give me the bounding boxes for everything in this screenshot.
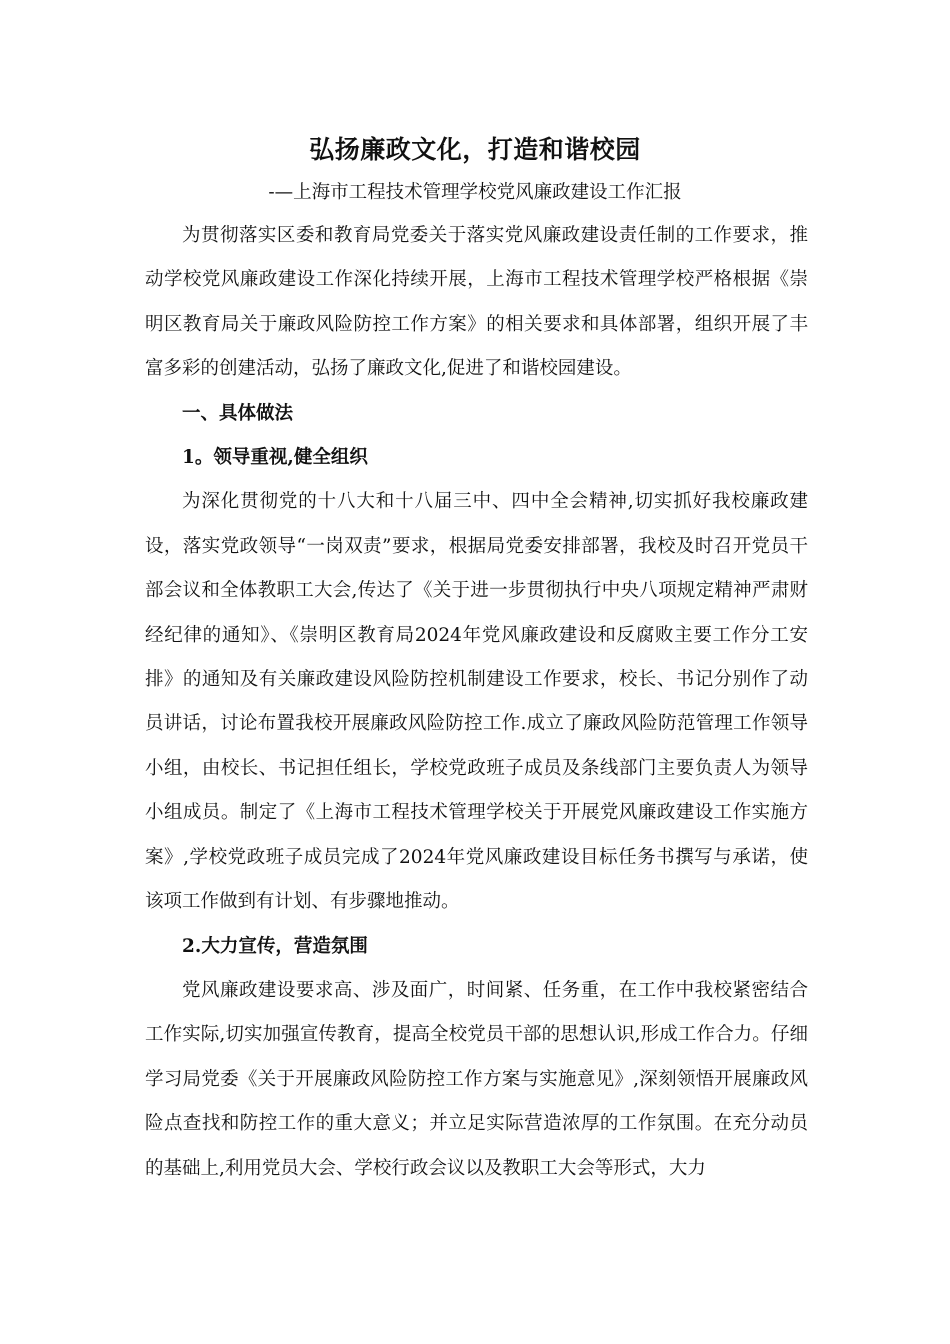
document-body: [145, 214, 808, 1191]
subsection-paragraph-2: 党风廉政建设要求高、涉及面广，时间紧、任务重，在工作中我校紧密结合工作实际,切实加强宣传教育，提高全校党员干部的思想认识,形成工作合力。仔细学习局党委《关于开展廉政风险防控工作方案与实施意见》,深刻领悟开展廉政风险点查找和防控工作的重大意义；并立足实际营造浓厚的工作氛围。在充分动员的基础上,利用党员大会、学校行政会议以及教职工大会等形式，大力: [145, 979, 808, 1179]
subsection-heading-1: 1。领导重视,健全组织: [182, 447, 368, 469]
document-title: 弘扬廉政文化，打造和谐校园: [309, 135, 641, 164]
section-heading-1: 一、具体做法: [182, 402, 294, 424]
subsection-paragraph-1: 为深化贯彻党的十八大和十八届三中、四中全会精神,切实抓好我校廉政建设，落实党政领导“一岗双责”要求，根据局党委安排部署，我校及时召开党员干部会议和全体教职工大会,传达了《关于进一步贯彻执行中央八项规定精神严肃财经纪律的通知》、《崇明区教育局2024年党风廉政建设和反腐败主要工作分工安排》的通知及有关廉政建设风险防控机制建设工作要求，校长、书记分别作了动员讲话，讨论布置我校开展廉政风险防控工作.成立了廉政风险防范管理工作领导小组，由校长、书记担任组长，学校党政班子成员及条线部门主要负责人为领导小组成员。制定了《上海市工程技术管理学校关于开展党风廉政建设工作实施方案》,学校党政班子成员完成了2024年党风廉政建设目标任务书撰写与承诺，使该项工作做到有计划、有步骤地推动。: [145, 491, 808, 913]
subsection-heading-2: 2.大力宣传，营造氛围: [182, 935, 368, 957]
intro-paragraph: 为贯彻落实区委和教育局党委关于落实党风廉政建设责任制的工作要求，推动学校党风廉政建设工作深化持续开展，上海市工程技术管理学校严格根据《崇明区教育局关于廉政风险防控工作方案》的相关要求和具体部署，组织开展了丰富多彩的创建活动，弘扬了廉政文化,促进了和谐校园建设。: [145, 225, 808, 380]
document-subtitle: -—上海市工程技术管理学校党风廉政建设工作汇报: [268, 182, 682, 203]
